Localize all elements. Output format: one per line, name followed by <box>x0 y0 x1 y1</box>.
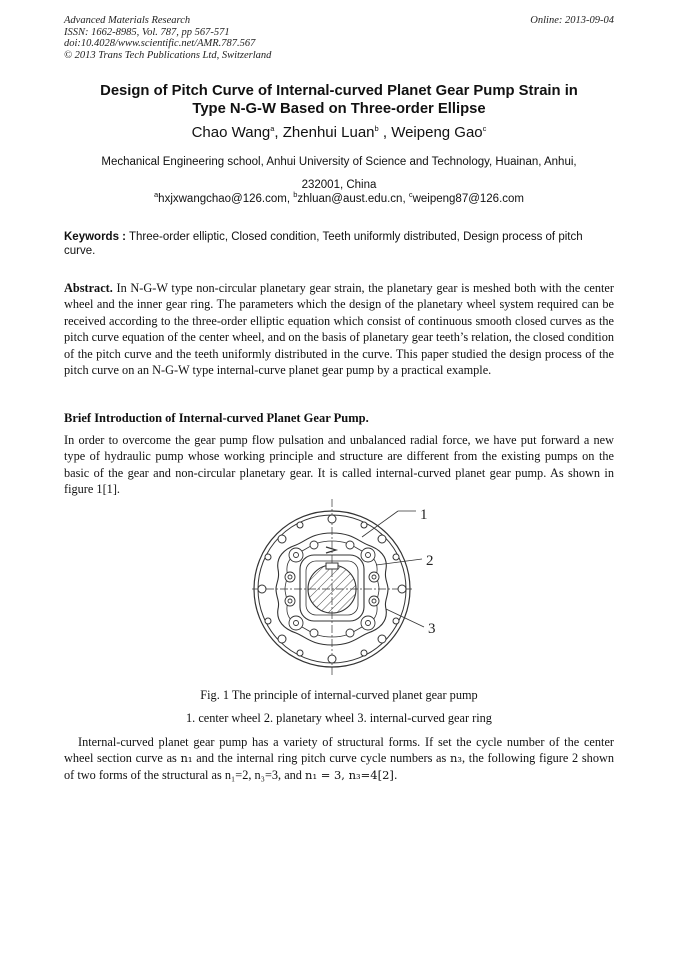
online-date: Online: 2013-09-04 <box>530 15 614 26</box>
math-case-2: n₁ = 3, n₃=4[2]. <box>305 767 398 782</box>
title-line-1: Design of Pitch Curve of Internal-curved Planet Gear Pump Strain in <box>100 83 578 99</box>
intro-paragraph: In order to overcome the gear pump flow pulsation and unbalanced radial force, we have put forward a new type of hydraulic pump whose working principle and structure are different from the existing pumps on the basic of the gear and non-circular planetary gear. It is called internal-curved planet gear pump. As shown in figure 1[1]. <box>64 433 614 497</box>
gear-pump-figure <box>240 497 452 679</box>
figure-label-3: 3 <box>428 621 436 637</box>
journal-name: Advanced Materials Research <box>64 15 191 26</box>
math-case-1: n₁=2, n₃=3, <box>224 767 282 782</box>
author-list: Chao Wang$^a$, Zhenhui Luan$^b$ , Weipeng Gao$^c$ <box>191 124 487 141</box>
author-3: Weipeng Gao <box>391 124 483 141</box>
email-c[interactable]: weipeng87@126.com <box>412 193 524 205</box>
author-3-mark: c <box>482 124 487 133</box>
paper-title <box>64 82 614 118</box>
keywords-label: Keywords : <box>64 231 126 243</box>
figure-caption: Fig. 1 The principle of internal-curved planet gear pump <box>200 688 478 702</box>
section-heading: Brief Introduction of Internal-curved Planet Gear Pump. <box>64 411 369 425</box>
issn-line: ISSN: 1662-8985, Vol. 787, pp 567-571 <box>64 26 230 38</box>
email-a[interactable]: hxjxwangchao@126.com <box>158 193 287 205</box>
abstract-label: Abstract. <box>64 281 113 295</box>
paragraph-structural-forms: Internal-curved planet gear pump has a variety of structural forms. If set the cycle number of the center wheel section curve as n₁ and the internal ring pitch curve cycle numbers as n₃, the following figure 2 shown of two forms of the structural as n₁=2, n₃=3, and n₁ = 3, n₃=4[2]. <box>64 735 614 782</box>
email-list: $^a$hxjxwangchao@126.com, $^b$zhluan@aust.edu.cn, $^c$weipeng87@126.com <box>154 190 524 205</box>
affiliation-line-1: Mechanical Engineering school, Anhui University of Science and Technology, Huainan, Anhui, <box>101 156 577 168</box>
figure-label-2: 2 <box>426 553 434 569</box>
keywords-text: Three-order elliptic, Closed condition, Teeth uniformly distributed, Design process of pitch curve. <box>64 231 583 257</box>
abstract <box>64 280 614 378</box>
affiliation-line-2: 232001, China <box>301 179 377 191</box>
author-2-mark: b <box>374 124 379 133</box>
figure-label-1: 1 <box>420 507 428 523</box>
math-n1: n₁ <box>180 751 193 766</box>
keywords <box>64 230 614 258</box>
title-line-2: Type N-G-W Based on Three-order Ellipse <box>192 101 486 117</box>
author-1-mark: a <box>270 124 275 133</box>
abstract-text: In N-G-W type non-circular planetary gear strain, the planetary gear is meshed both with the center wheel and the inner gear ring. The parameters which the design of the planetary wheel system required can be received according to the three-order elliptic equation which consist of continuous smooth closed curves as the pitch curve equation of the center wheel, and on the basis of planetary gear teeth’s relation, the closed condition of the pitch curve and the teeth uniformly distributed in the curve. This paper studied the design process of the pitch curve on an N-G-W type internal-curve planet gear pump by a practical example. <box>64 281 614 378</box>
email-b[interactable]: zhluan@aust.edu.cn <box>297 193 403 205</box>
author-1: Chao Wang <box>191 124 271 141</box>
copyright-line: © 2013 Trans Tech Publications Ltd, Switzerland <box>64 49 272 61</box>
journal-header <box>64 15 271 61</box>
math-n3: n₃ <box>449 751 463 766</box>
figure-legend: 1. center wheel 2. planetary wheel 3. internal-curved gear ring <box>186 711 492 725</box>
author-2: Zhenhui Luan <box>282 124 375 141</box>
doi-line: doi:10.4028/www.scientific.net/AMR.787.567 <box>64 38 256 49</box>
affiliation <box>64 151 614 197</box>
